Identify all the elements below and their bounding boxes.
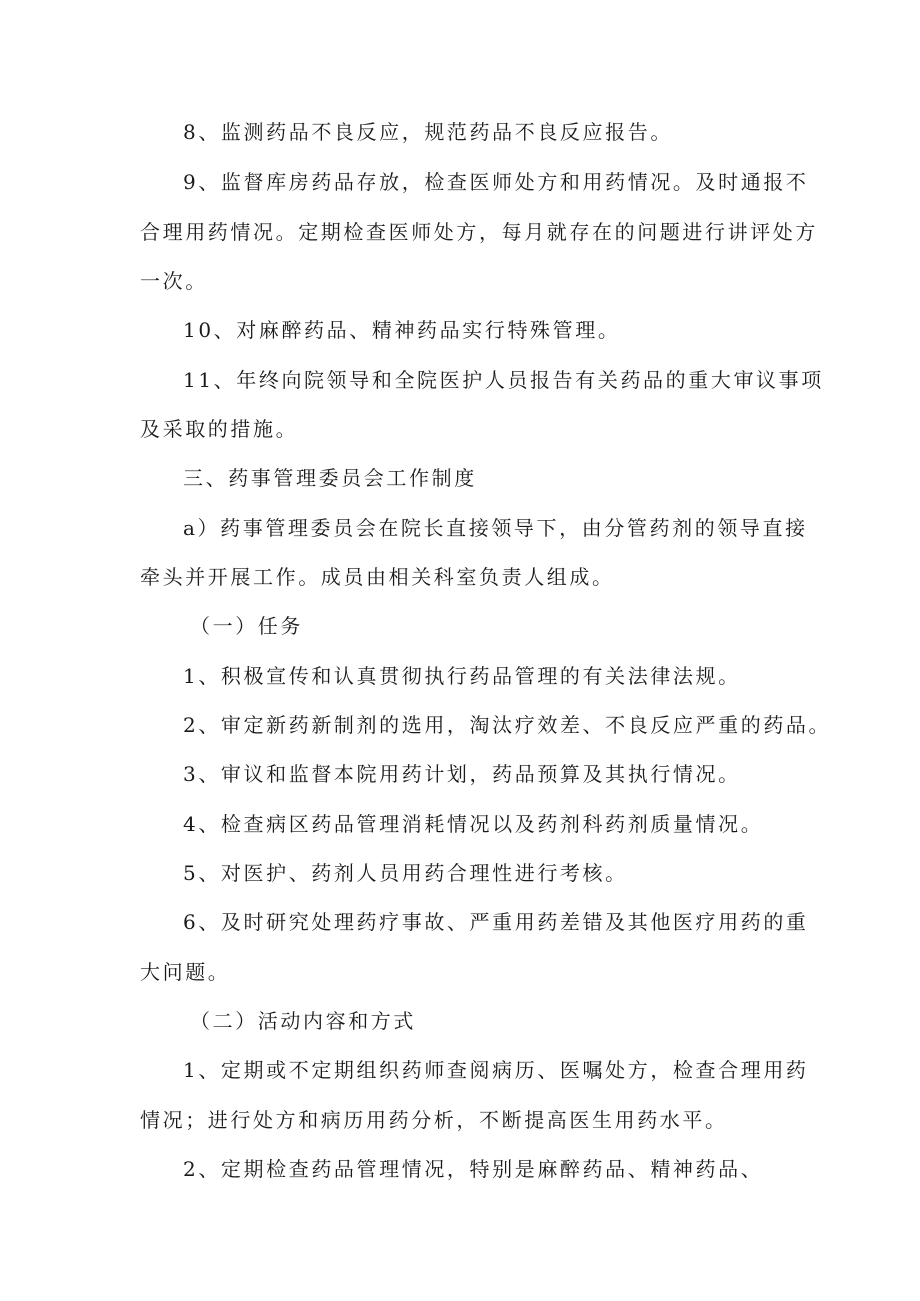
task-6-text-line-2: 大问题。	[140, 960, 231, 984]
task-6-text-line-1: 6、及时研究处理药疗事故、严重用药差错及其他医疗用药的重	[183, 910, 809, 934]
item-11-text-line-2: 及采取的措施。	[140, 417, 299, 441]
activity-2-text-line-1: 2、定期检查药品管理情况，特别是麻醉药品、精神药品、	[183, 1157, 764, 1181]
task-2-text: 2、审定新药新制剂的选用，淘汰疗效差、不良反应严重的药品。	[183, 713, 832, 737]
clause-a-text-line-1: a）药事管理委员会在院长直接领导下，由分管药剂的领导直接	[183, 516, 808, 540]
item-8-text: 8、监测药品不良反应，规范药品不良反应报告。	[183, 120, 673, 144]
item-9-text-line-1: 9、监督库房药品存放，检查医师处方和用药情况。及时通报不	[183, 170, 809, 194]
clause-a-text-line-2: 牵头并开展工作。成员由相关科室负责人组成。	[140, 565, 615, 589]
task-5-text: 5、对医护、药剂人员用药合理性进行考核。	[183, 861, 628, 885]
section-3-heading: 三、药事管理委员会工作制度	[183, 466, 477, 490]
activity-1-text-line-1: 1、定期或不定期组织药师查阅病历、医嘱处方，检查合理用药	[183, 1058, 809, 1082]
item-9-text-line-2: 合理用药情况。定期检查医师处方，每月就存在的问题进行讲评处方	[140, 220, 818, 244]
activity-1-text-line-2: 情况；进行处方和病历用药分析，不断提高医生用药水平。	[140, 1108, 728, 1132]
task-4-text: 4、检查病区药品管理消耗情况以及药剂科药剂质量情况。	[183, 812, 764, 836]
item-11-text-line-1: 11、年终向院领导和全院医护人员报告有关药品的重大审议事项	[183, 368, 824, 392]
subsection-1-heading: （一）任务	[190, 614, 303, 638]
task-3-text: 3、审议和监督本院用药计划，药品预算及其执行情况。	[183, 762, 741, 786]
item-10-text: 10、对麻醉药品、精神药品实行特殊管理。	[183, 318, 621, 342]
task-1-text: 1、积极宣传和认真贯彻执行药品管理的有关法律法规。	[183, 664, 741, 688]
subsection-2-heading: （二）活动内容和方式	[190, 1009, 416, 1033]
item-9-text-line-3: 一次。	[140, 269, 208, 293]
